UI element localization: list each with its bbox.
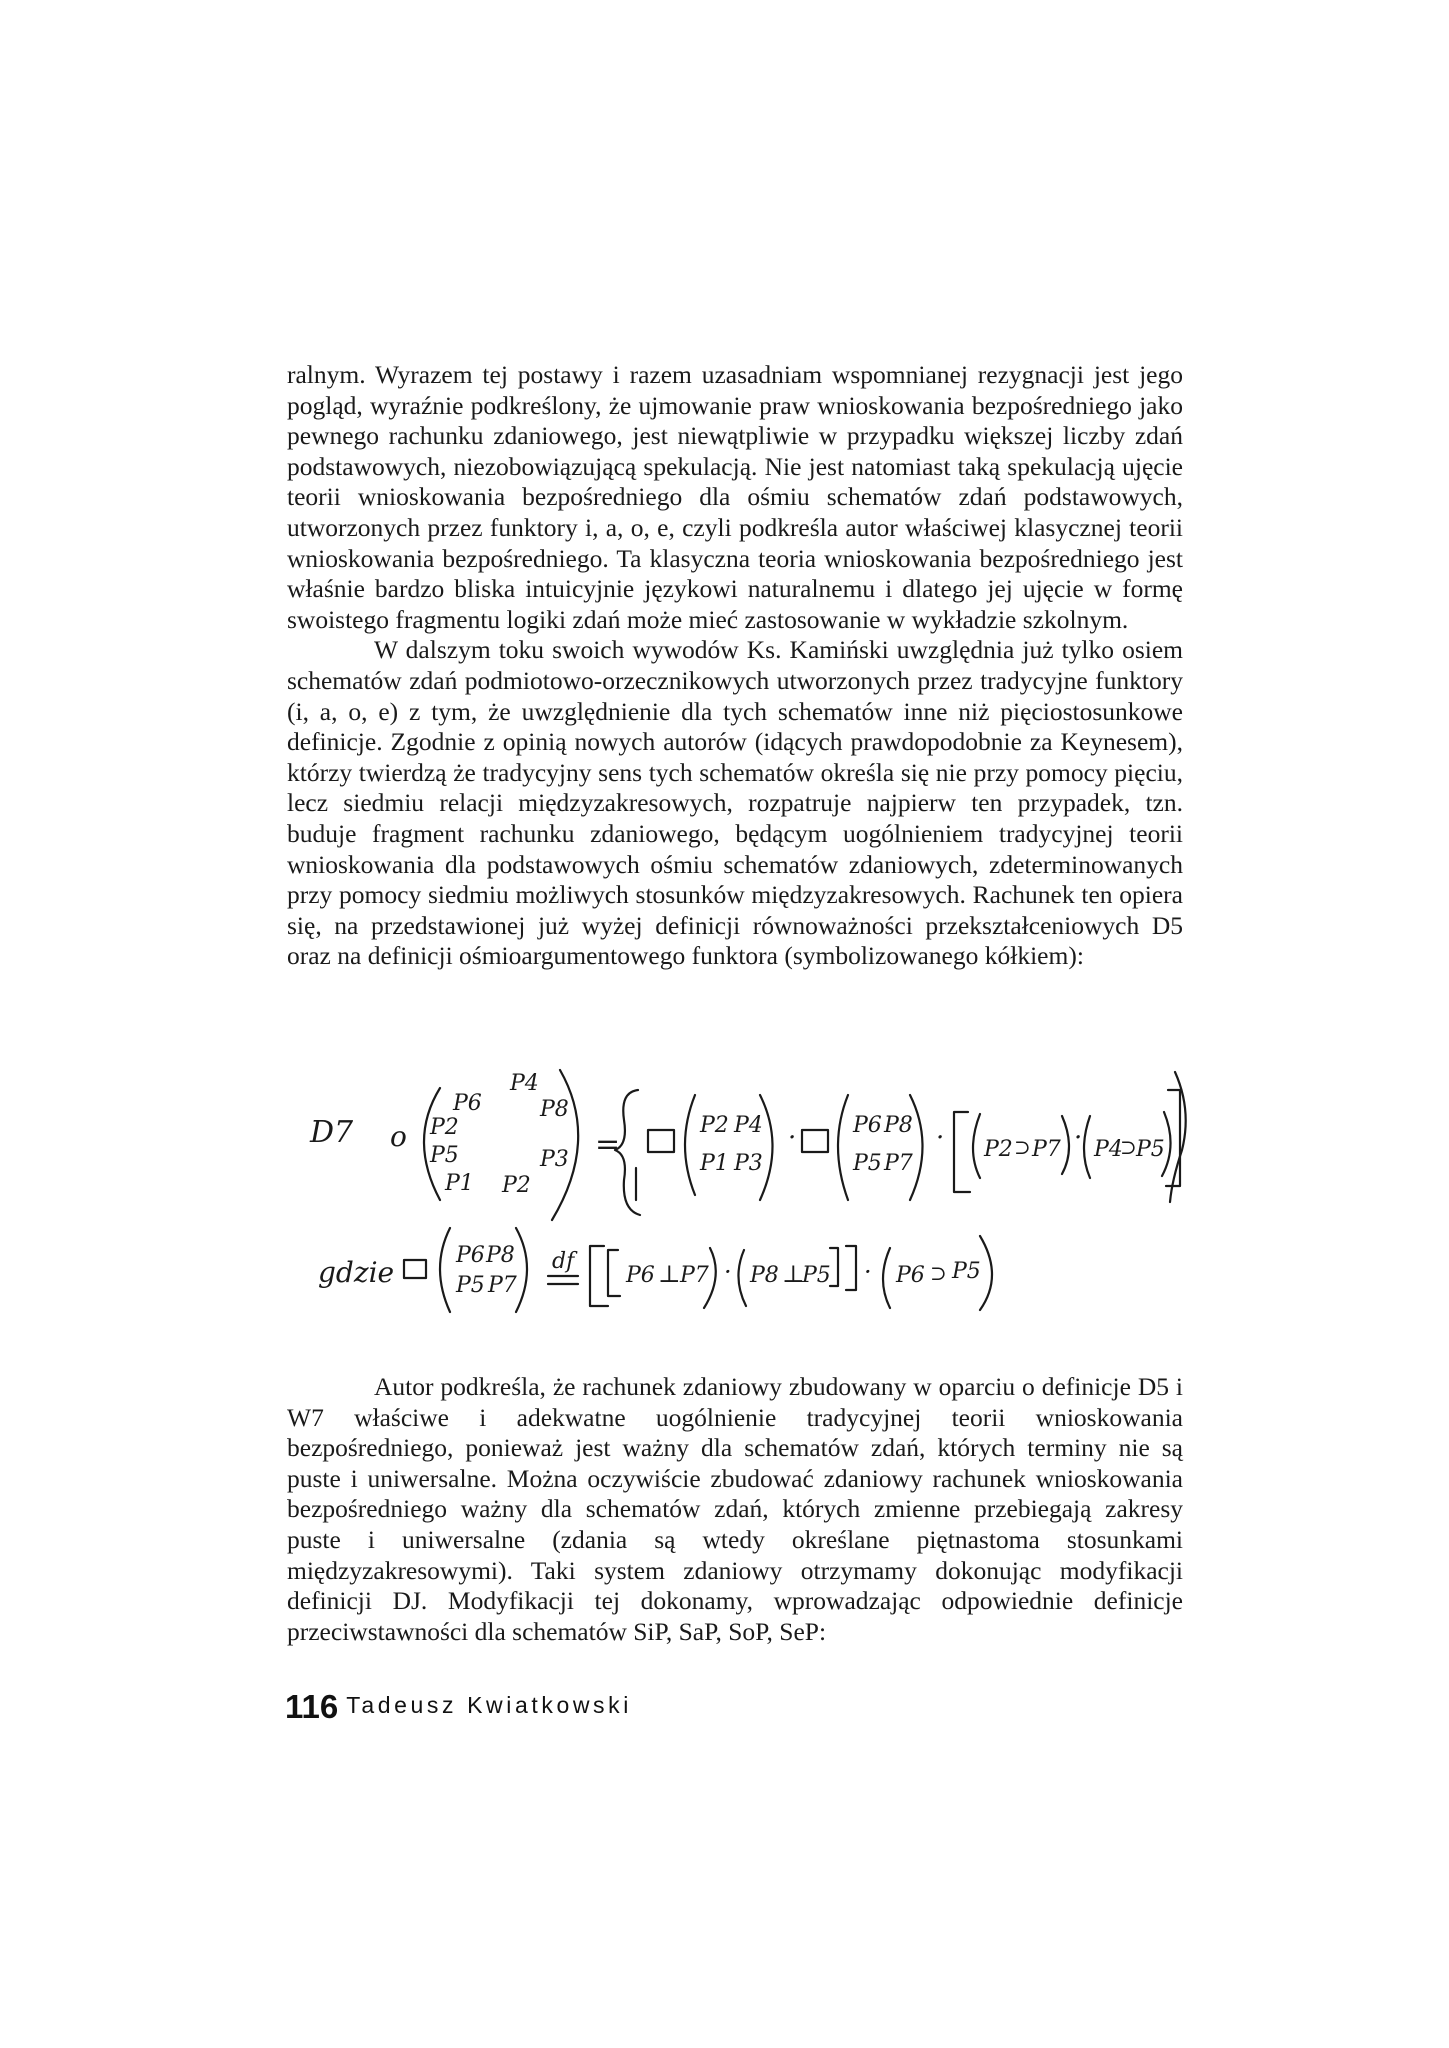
bracket-left: [590, 1246, 608, 1306]
dot-operator: ·: [864, 1258, 872, 1286]
formula-label: D7: [310, 1115, 354, 1150]
equals-sign: =: [595, 1127, 621, 1162]
paren: [1062, 1116, 1069, 1174]
formula-term: P5: [802, 1263, 831, 1288]
paren: [980, 1236, 992, 1310]
box-operator: [404, 1260, 426, 1278]
body-text-top: [287, 360, 1183, 972]
paragraph: Autor podkreśla, że rachunek zdaniowy zbudowany w oparciu o definicje D5 i W7 właściwe i adekwatne uogólnienie tradycyjnej teorii wnioskowania bezpośredniego, ponieważ jest ważny dla schematów zdań, których terminy nie są puste i uniwersalne. Można oczywiście zbudować zdaniowy rachunek wnioskowania bezpośredniego ważny dla schematów zdań, których zmienne przebiegają zakresy puste i uniwersalne (zdania są wtedy określane piętnastoma stosunkami międzyzakresowymi). Taki system zdaniowy otrzymamy dokonując modyfikacji definicji DJ. Modyfikacji tej dokonamy, wprowadzając odpowiednie definicje przeciwstawności dla schematów SiP, SaP, SoP, SeP:: [287, 1372, 1183, 1646]
formula-term: P2: [700, 1113, 729, 1138]
bracket-right: [846, 1246, 856, 1290]
body-text-bottom: [287, 1372, 1183, 1647]
gdzie-word: gdzie: [318, 1256, 395, 1289]
dot-operator: ·: [788, 1123, 797, 1153]
formula-term: P5: [430, 1143, 459, 1168]
formula-drawing: [290, 1050, 1190, 1320]
paren: [516, 1228, 527, 1312]
page-footer: [285, 1688, 632, 1726]
bracket-left: [954, 1112, 970, 1192]
dot-operator: ·: [724, 1258, 732, 1286]
formula-term: P4: [1094, 1137, 1123, 1162]
df-equals: [548, 1276, 578, 1284]
perp-operator: ⊥: [782, 1260, 805, 1288]
formula-term: P8: [884, 1113, 913, 1138]
paren: [738, 1250, 746, 1306]
paren: [685, 1095, 695, 1195]
formula-term: P4: [734, 1113, 763, 1138]
formula-term: P8: [486, 1243, 515, 1268]
bracket-right: [1166, 1090, 1180, 1186]
formula-term: P6: [896, 1263, 925, 1288]
paragraph: ralnym. Wyrazem tej postawy i razem uzasadniam wspomnianej rezygnacji jest jego pogląd, wyraźnie podkreślony, że ujmowanie praw wnioskowania bezpośredniego jako pewnego rachunku zdaniowego, jest niewątpliwie w przypadku większej liczby zdań podstawowych, niezobowiązującą spekulacją. Nie jest natomiast taką spekulacją ujęcie teorii wnioskowania bezpośredniego dla ośmiu schematów zdań podstawowych, utworzonych przez funktory i, a, o, e, czyli podkreśla autor właściwej klasycznej teorii wnioskowania bezpośredniego. Ta klasyczna teoria wnioskowania bezpośredniego jest właśnie bardzo bliska intuicyjnie językowi naturalnemu i dlatego jej ujęcie w formę swoistego fragmentu logiki zdań może mieć zastosowanie w wykładzie szkolnym.: [287, 360, 1183, 634]
box-operator: [802, 1130, 828, 1152]
paragraph: W dalszym toku swoich wywodów Ks. Kamiński uwzględnia już tylko osiem schematów zdań podmiotowo-orzecznikowych utworzonych przez tradycyjne funktory (i, a, o, e) z tym, że uwzględnienie dla tych schematów inne niż pięciostosunkowe definicje. Zgodnie z opinią nowych autorów (idących prawdopodobnie za Keynesem), którzy twierdzą że tradycyjny sens tych schematów określa się nie przy pomocy pięciu, lecz siedmiu relacji międzyzakresowych, rozpatruje najpierw ten przypadek, tzn. buduje fragment rachunku zdaniowego, będącym uogólnieniem tradycyjnej teorii wnioskowania dla podstawowych ośmiu schematów zdaniowych, zdeterminowanych przy pomocy siedmiu możliwych stosunków międzyzakresowych. Rachunek ten opiera się, na przedstawionej już wyżej definicji równoważności przekształceniowych D5 oraz na definicji ośmioargumentowego funktora (symbolizowanego kółkiem):: [287, 635, 1183, 971]
formula-term: P6: [626, 1263, 655, 1288]
formula-term: P6: [853, 1113, 882, 1138]
formula-term: P7: [680, 1263, 709, 1288]
implies-operator: ⊃: [1120, 1135, 1137, 1159]
df-symbol: df: [552, 1249, 575, 1274]
formula-term: P3: [734, 1151, 763, 1176]
formula-term: P8: [540, 1097, 569, 1122]
paren: [973, 1114, 980, 1178]
bracket-right: [830, 1248, 838, 1286]
paren-lhs-right: [552, 1070, 578, 1220]
formula-term: P4: [510, 1071, 539, 1096]
formula-term: P5: [853, 1151, 882, 1176]
paren: [440, 1228, 450, 1312]
paren: [910, 1095, 923, 1200]
brace-right: [1170, 1072, 1186, 1202]
formula-term: P2: [430, 1115, 459, 1140]
formula-term: P6: [453, 1091, 482, 1116]
handwritten-formula: [290, 1050, 1190, 1320]
formula-term: P6: [456, 1243, 485, 1268]
formula-term: P2: [502, 1173, 531, 1198]
paren: [838, 1095, 848, 1200]
formula-term: P5: [1136, 1137, 1165, 1162]
page-number: 116: [285, 1688, 339, 1725]
formula-term: P7: [1032, 1137, 1061, 1162]
formula-term: P1: [445, 1171, 474, 1196]
formula-term: P2: [984, 1137, 1013, 1162]
formula-term: P5: [952, 1259, 981, 1284]
dot-operator: ·: [1074, 1123, 1083, 1153]
perp-operator: ⊥: [658, 1260, 681, 1288]
dot-operator: ·: [936, 1123, 945, 1153]
implies-operator: ⊃: [1014, 1135, 1031, 1159]
bracket-left: [608, 1250, 620, 1296]
paren: [883, 1248, 890, 1308]
paren: [1084, 1116, 1090, 1178]
paren: [760, 1095, 773, 1200]
running-author: Tadeusz Kwiatkowski: [346, 1692, 632, 1718]
box-operator: [648, 1130, 674, 1152]
circle-operator: o: [390, 1120, 407, 1153]
formula-term: P3: [540, 1147, 569, 1172]
formula-term: P1: [700, 1151, 729, 1176]
implies-operator: ⊃: [930, 1261, 947, 1285]
formula-term: P8: [750, 1263, 779, 1288]
formula-term: P7: [488, 1273, 517, 1298]
formula-term: P7: [884, 1151, 913, 1176]
formula-term: P5: [456, 1273, 485, 1298]
